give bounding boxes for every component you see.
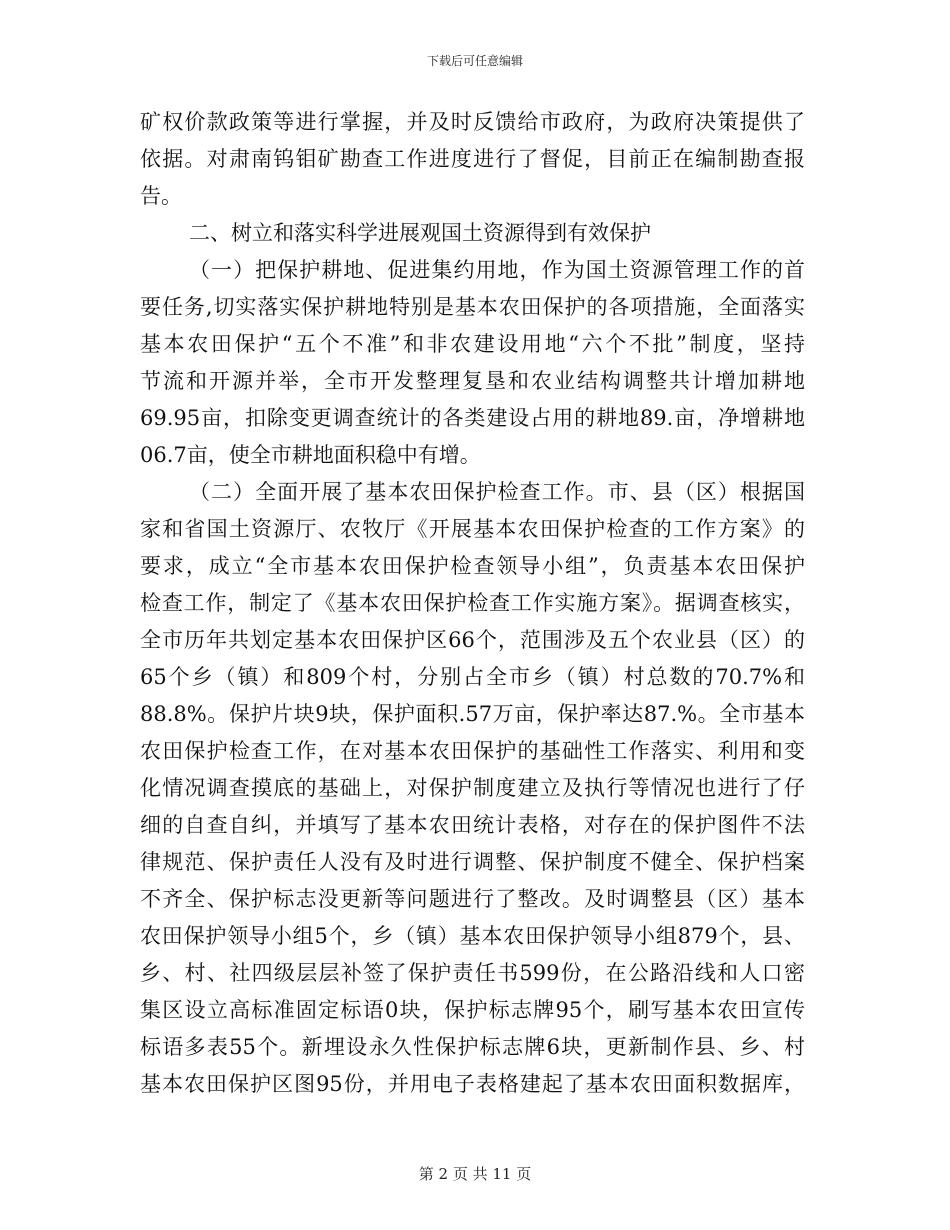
- text-line: 二、树立和落实科学进展观国土资源得到有效保护: [189, 221, 651, 245]
- text-line: （二）全面开展了基本农田保护检查工作。市、县（区）根据国: [189, 480, 805, 504]
- page-footer: 第 2 页 共 11 页: [418, 1165, 532, 1183]
- text-line: 全市历年共划定基本农田保护区66个，范围涉及五个农业县（区）的: [140, 628, 805, 652]
- text-line: 农田保护领导小组5个，乡（镇）基本农田保护领导小组879个，县、: [140, 924, 805, 948]
- document-body: [140, 104, 805, 1103]
- text-line: 标语多表55个。新埋设永久性保护标志牌6块，更新制作县、乡、村: [140, 1035, 805, 1059]
- text-line: 要求，成立“全市基本农田保护检查领导小组”，负责基本农田保护: [140, 554, 805, 578]
- text-line: 律规范、保护责任人没有及时进行调整、保护制度不健全、保护档案: [140, 850, 805, 874]
- text-line: 化情况调查摸底的基础上，对保护制度建立及执行等情况也进行了仔: [140, 776, 805, 800]
- paragraph: [140, 215, 805, 252]
- paragraph: [140, 104, 805, 215]
- page-header: 下载后可任意编辑: [426, 54, 523, 68]
- text-line: 集区设立高标准固定标语0块，保护标志牌95个，刷写基本农田宣传: [140, 998, 805, 1022]
- text-line: 依据。对肃南钨钼矿勘查工作进度进行了督促，目前正在编制勘查报: [140, 147, 805, 171]
- text-line: 基本农田保护“五个不准”和非农建设用地“六个不批”制度，坚持: [140, 332, 805, 356]
- text-line: 06.7亩，使全市耕地面积稳中有增。: [140, 443, 481, 467]
- text-line: 家和省国土资源厅、农牧厅《开展基本农田保护检查的工作方案》的: [140, 517, 805, 541]
- text-line: 不齐全、保护标志没更新等问题进行了整改。及时调整县（区）基本: [140, 887, 805, 911]
- text-line: 检查工作，制定了《基本农田保护检查工作实施方案》。据调查核实，: [140, 591, 805, 615]
- text-line: 乡、村、社四级层层补签了保护责任书599份，在公路沿线和人口密: [140, 961, 805, 985]
- text-line: 节流和开源并举，全市开发整理复垦和农业结构调整共计增加耕地: [140, 369, 805, 393]
- paragraph: [140, 252, 805, 474]
- text-line: 告。: [140, 184, 182, 208]
- text-line: 要任务,切实落实保护耕地特别是基本农田保护的各项措施，全面落实: [140, 295, 805, 319]
- text-line: 69.95亩，扣除变更调查统计的各类建设占用的耕地89.亩，净增耕地: [140, 406, 805, 430]
- text-line: 88.8%。保护片块9块，保护面积.57万亩，保护率达87.%。全市基本: [140, 702, 805, 726]
- text-line: 65个乡（镇）和809个村，分别占全市乡（镇）村总数的70.7%和: [140, 665, 805, 689]
- text-line: 基本农田保护区图95份，并用电子表格建起了基本农田面积数据库，: [140, 1072, 805, 1096]
- text-line: 农田保护检查工作，在对基本农田保护的基础性工作落实、利用和变: [140, 739, 805, 763]
- text-line: （一）把保护耕地、促进集约用地，作为国土资源管理工作的首: [189, 258, 805, 282]
- text-line: 细的自查自纠，并填写了基本农田统计表格，对存在的保护图件不法: [140, 813, 805, 837]
- paragraph: [140, 474, 805, 1103]
- text-line: 矿权价款政策等进行掌握，并及时反馈给市政府，为政府决策提供了: [140, 110, 805, 134]
